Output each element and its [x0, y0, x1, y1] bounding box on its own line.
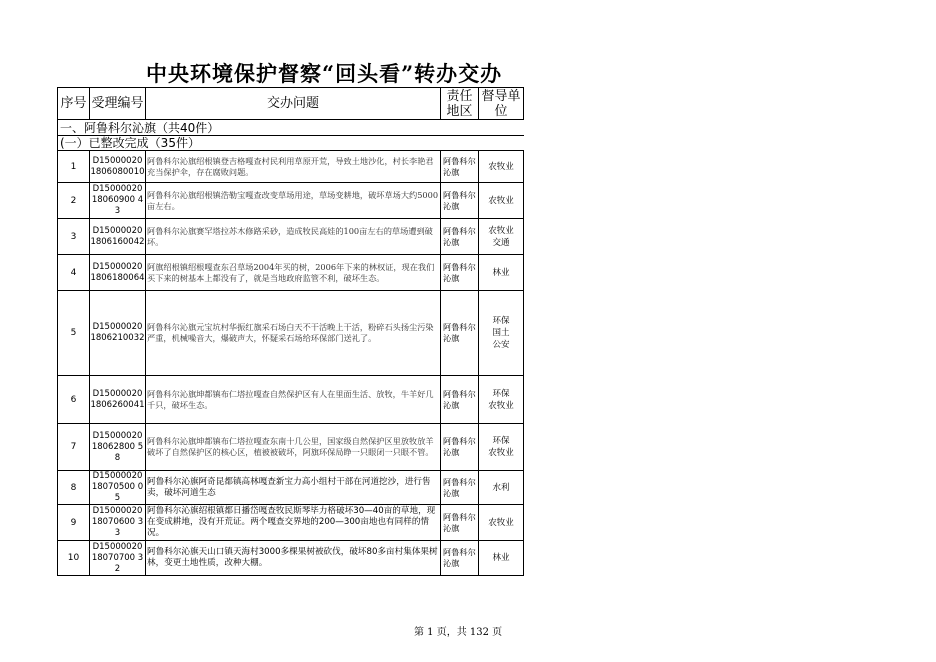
- row-seq: 10: [58, 541, 90, 576]
- table-row: [58, 376, 524, 424]
- row-area: 阿鲁科尔沁旗: [441, 151, 479, 183]
- row-area: 阿鲁科尔沁旗: [441, 255, 479, 291]
- row-issue: 阿鲁科尔沁旗绍根镇浩勒宝嘎查改变草场用途，草场变耕地，破坏草场大约5000亩左右。: [146, 183, 441, 219]
- table-row: [58, 219, 524, 255]
- section-heading-row: [58, 120, 524, 136]
- row-seq: 3: [58, 219, 90, 255]
- row-issue: 阿鲁科尔沁旗赛罕塔拉苏木修路采砂，造成牧民高娃的100亩左右的草场遭到破坏。: [146, 219, 441, 255]
- row-area: 阿鲁科尔沁旗: [441, 471, 479, 505]
- row-seq: 1: [58, 151, 90, 183]
- table-row: [58, 291, 524, 376]
- table-row: [58, 471, 524, 505]
- row-code: D150000201806160042: [90, 219, 146, 255]
- row-seq: 6: [58, 376, 90, 424]
- row-unit: 水利: [479, 471, 524, 505]
- section-heading-2: (一）已整改完成（35件）: [58, 136, 524, 151]
- header-code: 受理编号: [90, 88, 146, 120]
- row-code: D1500002018070600 33: [90, 505, 146, 541]
- row-seq: 9: [58, 505, 90, 541]
- row-code: D150000201806210032: [90, 291, 146, 376]
- row-area: 阿鲁科尔沁旗: [441, 541, 479, 576]
- row-code: D1500002018070500 05: [90, 471, 146, 505]
- row-code: D1500002018062800 58: [90, 424, 146, 471]
- row-area: 阿鲁科尔沁旗: [441, 219, 479, 255]
- row-area: 阿鲁科尔沁旗: [441, 183, 479, 219]
- header-area: 责任地区: [441, 88, 479, 120]
- complaint-table: [57, 87, 524, 576]
- row-issue: 阿鲁科尔沁旗元宝坑村华振红旗采石场白天不干活晚上干活，粉碎石头扬尘污染严重，机械噪音大，爆破声大，怀疑采石场给环保部门送礼了。: [146, 291, 441, 376]
- row-area: 阿鲁科尔沁旗: [441, 424, 479, 471]
- row-code: D150000201806180064: [90, 255, 146, 291]
- table-row: [58, 424, 524, 471]
- row-seq: 4: [58, 255, 90, 291]
- row-issue: 阿鲁科尔沁旗坤都镇布仁塔拉嘎查自然保护区有人在里面生活、放牧，牛羊好几千只，破坏生态。: [146, 376, 441, 424]
- header-unit: 督导单位: [479, 88, 524, 120]
- row-unit: 农牧业: [479, 183, 524, 219]
- row-unit: 农牧业: [479, 505, 524, 541]
- row-unit: 环保 国土 公安: [479, 291, 524, 376]
- row-code: D150000201806080010: [90, 151, 146, 183]
- row-area: 阿鲁科尔沁旗: [441, 376, 479, 424]
- row-issue: 阿鲁科尔沁旗绍根镇都日播岱嘎查牧民斯琴毕力格破坏30—40亩的草地，现在变成耕地，没有开荒证。两个嘎查交界地的200—300亩地也有同样的情况。: [146, 505, 441, 541]
- row-seq: 8: [58, 471, 90, 505]
- table-row: [58, 541, 524, 576]
- row-issue: 阿鲁科尔沁旗坤都镇布仁塔拉嘎查东南十几公里，国家级自然保护区里放牧放羊破坏了自然保护区的核心区，植被被破坏，阿旗环保局睁一只眼闭一只眼不管。: [146, 424, 441, 471]
- header-seq: 序号: [58, 88, 90, 120]
- row-unit: 农牧业: [479, 151, 524, 183]
- page-title: 中央环境保护督察“回头看”转办交办: [146, 61, 503, 86]
- row-seq: 7: [58, 424, 90, 471]
- row-unit: 环保 农牧业: [479, 424, 524, 471]
- row-issue: 阿鲁科尔沁旗阿奇昆都镇高林嘎查新宝力高小组村干部在河道挖沙，进行售卖，破坏河道生态: [146, 471, 441, 505]
- row-issue: 阿鲁科尔沁旗绍根镇登吉格嘎查村民利用草原开荒，导致土地沙化，村长李艳君充当保护伞，存在腐败问题。: [146, 151, 441, 183]
- row-area: 阿鲁科尔沁旗: [441, 505, 479, 541]
- row-issue: 阿鲁科尔沁旗天山口镇天海村3000多棵果树被砍伐，破坏80多亩村集体果树林，变更土地性质，改种大棚。: [146, 541, 441, 576]
- section-heading-row: [58, 136, 524, 151]
- page-footer: 第 1 页，共 132 页: [414, 627, 503, 638]
- section-heading-1: 一、阿鲁科尔沁旗（共40件）: [58, 120, 524, 136]
- row-area: 阿鲁科尔沁旗: [441, 291, 479, 376]
- row-seq: 5: [58, 291, 90, 376]
- row-unit: 林业: [479, 541, 524, 576]
- row-code: D1500002018070700 32: [90, 541, 146, 576]
- row-unit: 农牧业 交通: [479, 219, 524, 255]
- row-code: D150000201806260041: [90, 376, 146, 424]
- header-row: [58, 88, 524, 120]
- table-row: [58, 183, 524, 219]
- row-code: D1500002018060900 43: [90, 183, 146, 219]
- row-unit: 环保 农牧业: [479, 376, 524, 424]
- row-unit: 林业: [479, 255, 524, 291]
- header-issue: 交办问题: [146, 88, 441, 120]
- table-row: [58, 255, 524, 291]
- row-issue: 阿旗绍根镇绍根嘎查东召草场2004年买的树，2006年下来的林权证，现在我们买下来的树基本上都没有了，就是当地政府监管不利，破坏生态。: [146, 255, 441, 291]
- table-row: [58, 151, 524, 183]
- table-row: [58, 505, 524, 541]
- row-seq: 2: [58, 183, 90, 219]
